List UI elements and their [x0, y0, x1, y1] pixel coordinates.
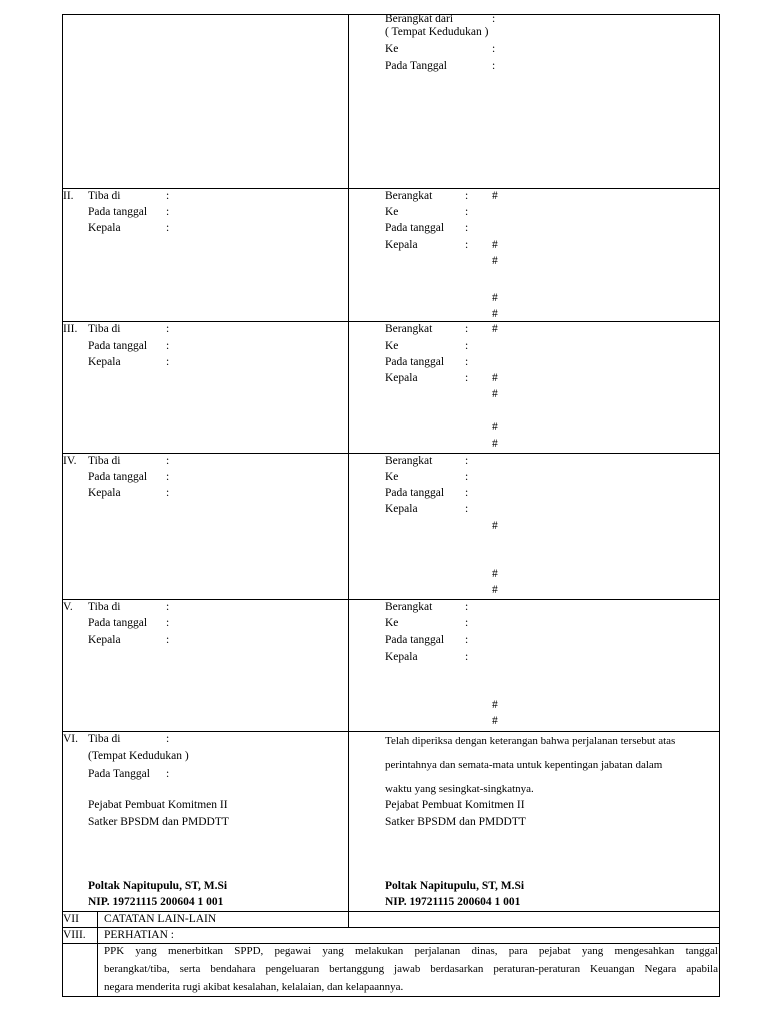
tempat-kedudukan-label: (Tempat Kedudukan ) — [88, 750, 189, 762]
ke-label: Ke — [385, 471, 399, 483]
pada-tanggal-label: Pada tanggal — [385, 634, 445, 646]
divider-section-2-top — [62, 188, 720, 189]
section-roman: II. — [63, 190, 74, 202]
colon: : — [166, 356, 170, 368]
kepala-label: Kepala — [385, 503, 418, 515]
kepala-label: Kepala — [385, 372, 418, 384]
colon: : — [465, 471, 469, 483]
perhatian-text-line: PPK yang menerbitkan SPPD, pegawai yang melakukan perjalanan dinas, para pejabat yang mengesahkan tanggal — [104, 945, 718, 957]
kepala-label: Kepala — [88, 356, 121, 368]
verification-text-line: perintahnya dan semata-mata untuk kepentingan jabatan dalam — [385, 759, 663, 771]
hash-mark: # — [492, 699, 498, 711]
hash-mark: # — [492, 292, 498, 304]
hash-mark: # — [492, 190, 498, 202]
divider-section-5-top — [62, 599, 720, 600]
section-roman: VIII. — [63, 929, 86, 941]
verification-text-line: waktu yang sesingkat-singkatnya. — [385, 783, 534, 795]
pada-tanggal-label: Pada tanggal — [88, 206, 148, 218]
hash-mark: # — [492, 308, 498, 320]
official-nip: NIP. 19721115 200604 1 001 — [385, 896, 521, 908]
colon: : — [465, 340, 469, 352]
official-name: Poltak Napitupulu, ST, M.Si — [88, 880, 228, 892]
colon: : — [166, 733, 170, 745]
colon: : — [465, 239, 469, 251]
colon: : — [492, 43, 496, 55]
tiba-di-label: Tiba di — [88, 733, 121, 745]
colon: : — [465, 455, 469, 467]
ke-label: Ke — [385, 43, 399, 55]
pada-tanggal-label: Pada tanggal — [385, 356, 445, 368]
section-roman: VI. — [63, 733, 79, 745]
colon: : — [465, 617, 469, 629]
colon: : — [465, 372, 469, 384]
hash-mark: # — [492, 584, 498, 596]
satker-label: Satker BPSDM dan PMDDTT — [88, 816, 229, 828]
official-nip: NIP. 19721115 200604 1 001 — [88, 896, 224, 908]
pejabat-label: Pejabat Pembuat Komitmen II — [88, 799, 228, 811]
colon: : — [465, 190, 469, 202]
kepala-label: Kepala — [385, 239, 418, 251]
berangkat-dari-label: Berangkat dari — [385, 13, 454, 25]
kepala-label: Kepala — [385, 651, 418, 663]
colon: : — [166, 206, 170, 218]
colon: : — [492, 13, 496, 25]
ke-label: Ke — [385, 340, 399, 352]
berangkat-label: Berangkat — [385, 601, 433, 613]
hash-mark: # — [492, 568, 498, 580]
hash-mark: # — [492, 520, 498, 532]
colon: : — [465, 323, 469, 335]
colon: : — [465, 503, 469, 515]
hash-mark: # — [492, 715, 498, 727]
pada-tanggal-label: Pada Tanggal — [88, 768, 150, 780]
perhatian-label: PERHATIAN : — [104, 929, 174, 941]
colon: : — [465, 634, 469, 646]
colon: : — [166, 190, 170, 202]
colon: : — [166, 455, 170, 467]
hash-mark: # — [492, 421, 498, 433]
colon: : — [166, 634, 170, 646]
colon: : — [166, 323, 170, 335]
satker-label: Satker BPSDM dan PMDDTT — [385, 816, 526, 828]
section-roman: V. — [63, 601, 73, 613]
colon: : — [465, 206, 469, 218]
colon: : — [492, 60, 496, 72]
pejabat-label: Pejabat Pembuat Komitmen II — [385, 799, 525, 811]
berangkat-label: Berangkat — [385, 323, 433, 335]
divider-section-4-top — [62, 453, 720, 454]
roman-column-divider — [97, 911, 98, 997]
section-roman: VII — [63, 913, 79, 925]
hash-mark: # — [492, 438, 498, 450]
official-name: Poltak Napitupulu, ST, M.Si — [385, 880, 525, 892]
colon: : — [166, 471, 170, 483]
divider-section-3-top — [62, 321, 720, 322]
ke-label: Ke — [385, 617, 399, 629]
divider-section-8-label — [62, 943, 720, 944]
tiba-di-label: Tiba di — [88, 601, 121, 613]
colon: : — [465, 356, 469, 368]
pada-tanggal-label: Pada tanggal — [385, 222, 445, 234]
colon: : — [166, 222, 170, 234]
section-roman: IV. — [63, 455, 77, 467]
kepala-label: Kepala — [88, 634, 121, 646]
divider-section-6-top — [62, 731, 720, 732]
divider-section-7-top — [62, 911, 720, 912]
colon: : — [166, 340, 170, 352]
colon: : — [465, 601, 469, 613]
hash-mark: # — [492, 388, 498, 400]
colon: : — [166, 487, 170, 499]
kepala-label: Kepala — [88, 487, 121, 499]
tiba-di-label: Tiba di — [88, 455, 121, 467]
colon: : — [166, 768, 170, 780]
verification-text-line: Telah diperiksa dengan keterangan bahwa perjalanan tersebut atas — [385, 735, 676, 747]
hash-mark: # — [492, 239, 498, 251]
colon: : — [465, 487, 469, 499]
berangkat-label: Berangkat — [385, 455, 433, 467]
hash-mark: # — [492, 323, 498, 335]
pada-tanggal-label: Pada tanggal — [88, 617, 148, 629]
divider-section-8-top — [62, 927, 720, 928]
colon: : — [465, 651, 469, 663]
kepala-label: Kepala — [88, 222, 121, 234]
pada-tanggal-label: Pada tanggal — [88, 340, 148, 352]
pada-tanggal-label: Pada tanggal — [88, 471, 148, 483]
perhatian-text-line: berangkat/tiba, serta bendahara pengeluaran bertanggung jawab berdasarkan peraturan-peraturan Keuangan Negara apabila — [104, 963, 718, 975]
pada-tanggal-label: Pada Tanggal — [385, 60, 447, 72]
colon: : — [166, 601, 170, 613]
tiba-di-label: Tiba di — [88, 190, 121, 202]
tiba-di-label: Tiba di — [88, 323, 121, 335]
catatan-label: CATATAN LAIN-LAIN — [104, 913, 217, 925]
berangkat-label: Berangkat — [385, 190, 433, 202]
hash-mark: # — [492, 372, 498, 384]
perhatian-text-line: negara menderita rugi akibat kesalahan, kelalaian, dan kelapaannya. — [104, 981, 404, 993]
section-roman: III. — [63, 323, 78, 335]
hash-mark: # — [492, 255, 498, 267]
colon: : — [166, 617, 170, 629]
ke-label: Ke — [385, 206, 399, 218]
colon: : — [465, 222, 469, 234]
tempat-kedudukan-label: ( Tempat Kedudukan ) — [385, 26, 489, 38]
column-divider — [348, 14, 349, 927]
pada-tanggal-label: Pada tanggal — [385, 487, 445, 499]
